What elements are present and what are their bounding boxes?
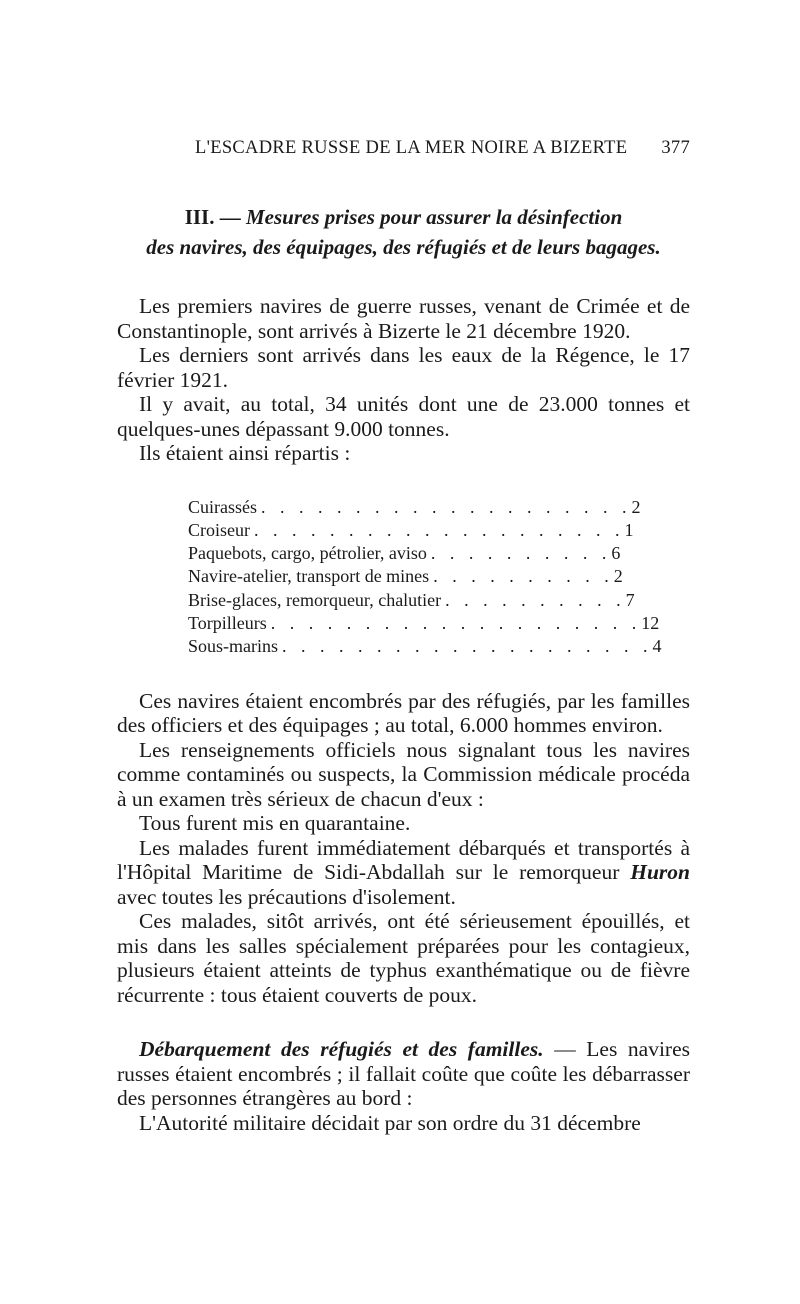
debarquement-paragraph — [117, 1037, 690, 1111]
intro-paragraph-4: Ils étaient ainsi répartis : — [139, 441, 351, 465]
leader-dots: . . . . . . . . . . . . . . . . . . . . — [261, 496, 632, 517]
running-head-title: L'ESCADRE RUSSE DE LA MER NOIRE A BIZERTE — [195, 138, 628, 158]
paragraph-4-start: Les malades furent immédiatement débarqués et transportés à l'Hôpital Maritime de Sidi-Abdallah sur le remorqueur — [117, 835, 690, 885]
intro-text — [117, 294, 690, 466]
section-heading-line2: des navires, des équipages, des réfugiés et de leurs bagages. — [146, 235, 661, 259]
paragraph-1: Ces navires étaient encombrés par des réfugiés, par les familles des officiers et des équipages ; au total, 6.000 hommes environ. — [117, 688, 690, 738]
intro-paragraph-3: Il y avait, au total, 34 unités dont une de 23.000 tonnes et quelques-unes dépassant 9.000 tonnes. — [117, 392, 690, 441]
section-heading-line1 — [117, 202, 690, 232]
debarquement-section — [117, 1037, 690, 1135]
leader-dots: . . . . . . . . . . . . . . . . . . . . — [254, 519, 625, 540]
leader-dots: . . . . . . . . . . . . . . . . . . . . — [282, 636, 653, 657]
list-item — [188, 565, 623, 588]
list-item-count: 12 — [641, 612, 660, 633]
ship-name: Huron — [630, 860, 690, 885]
main-text — [117, 689, 690, 1008]
list-item — [188, 519, 634, 542]
list-item — [188, 589, 635, 612]
leader-dots: . . . . . . . . . . — [430, 543, 612, 564]
list-item-label: Torpilleurs — [188, 612, 267, 633]
list-item-count: 6 — [611, 543, 621, 564]
list-item — [188, 496, 641, 519]
paragraph-3: Tous furent mis en quarantaine. — [139, 811, 411, 836]
intro-paragraph-1: Les premiers navires de guerre russes, venant de Crimée et de Constantinople, sont arrivés à Bizerte le 21 décembre 1920. — [117, 294, 690, 343]
list-item-count: 7 — [625, 589, 635, 610]
section-heading — [117, 202, 690, 262]
list-item-count: 1 — [624, 519, 634, 540]
intro-paragraph-2: Les derniers sont arrivés dans les eaux de la Régence, le 17 février 1921. — [117, 343, 690, 392]
list-item — [188, 542, 621, 565]
paragraph-4 — [117, 836, 690, 910]
list-item-label: Brise-glaces, remorqueur, chalutier — [188, 589, 442, 610]
paragraph-4-end: avec toutes les précautions d'isolement. — [117, 884, 456, 909]
debarquement-subheading: Débarquement des réfugiés et des familles. — [139, 1037, 544, 1062]
running-head — [117, 138, 690, 168]
book-page — [117, 138, 690, 1135]
list-item-label: Sous-marins — [188, 636, 278, 657]
leader-dots: . . . . . . . . . . — [433, 566, 614, 587]
paragraph-5: Ces malades, sitôt arrivés, ont été sérieusement épouillés, et mis dans les salles spécialement préparées pour les contagieux, plusieurs étaient atteints de typhus exanthématique ou de fièvre récurrente : tous étaient couverts de poux. — [117, 909, 690, 1007]
page-number: 377 — [661, 138, 690, 158]
list-item-count: 4 — [652, 636, 662, 657]
section-number: III. — — [184, 205, 246, 229]
list-item-label: Cuirassés — [188, 496, 257, 517]
debarquement-text: — Les navires russes étaient encombrés ; il fallait coûte que coûte les débarrasser des personnes étrangères au bord : — [117, 1037, 690, 1111]
paragraph-2: Les renseignements officiels nous signalant tous les navires comme contaminés ou suspects, la Commission médicale procéda à un examen très sérieux de chacun d'eux : — [117, 737, 690, 811]
list-item-label: Croiseur — [188, 519, 250, 540]
leader-dots: . . . . . . . . . . — [445, 589, 626, 610]
debarquement-last-line: L'Autorité militaire décidait par son ordre du 31 décembre — [139, 1110, 641, 1135]
leader-dots: . . . . . . . . . . . . . . . . . . . . — [270, 612, 642, 633]
list-item-count: 2 — [631, 496, 641, 517]
list-item-count: 2 — [613, 566, 623, 587]
ship-list — [188, 496, 662, 659]
section-heading-text1: Mesures prises pour assurer la désinfection — [245, 205, 623, 229]
list-item-label: Navire-atelier, transport de mines — [188, 566, 430, 587]
list-item — [188, 635, 662, 658]
list-item — [188, 612, 660, 635]
list-item-label: Paquebots, cargo, pétrolier, aviso — [188, 543, 427, 564]
